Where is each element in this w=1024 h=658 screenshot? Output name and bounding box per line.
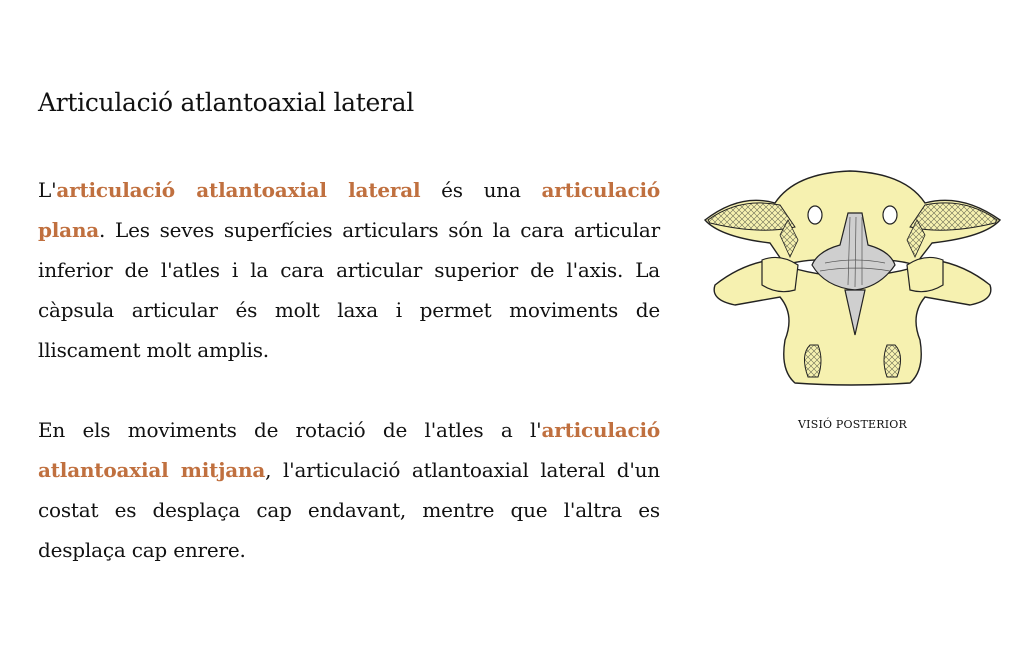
paragraph-intro bbox=[38, 170, 660, 370]
atlas-left-foramen bbox=[808, 206, 822, 224]
atlas-axis-illustration bbox=[700, 165, 1005, 390]
text-segment: és una bbox=[420, 178, 542, 202]
article-body bbox=[38, 170, 660, 610]
right-lateral-joint-capsule bbox=[907, 257, 943, 291]
text-segment: , l'articulació atlantoaxial lateral d'un costat es desplaça cap endavant, mentre que l'altra es desplaça cap enrere. bbox=[38, 458, 660, 562]
text-segment: En els moviments de rotació de l'atles a l' bbox=[38, 418, 542, 442]
link-articulacio-atlantoaxial-mitjana[interactable]: articulació atlantoaxial mitjana bbox=[38, 418, 660, 482]
atlas-right-foramen bbox=[883, 206, 897, 224]
figure-caption: VISIÓ POSTERIOR bbox=[798, 418, 907, 431]
text-segment: L' bbox=[38, 178, 57, 202]
paragraph-rotation bbox=[38, 410, 660, 570]
text-segment: . Les seves superfícies articulars són la cara articular inferior de l'atles i la cara articular superior de l'axis. La càpsula articular és molt laxa i permet moviments de lliscament molt amplis. bbox=[38, 218, 660, 362]
page-title: Articulació atlantoaxial lateral bbox=[38, 88, 414, 117]
link-articulacio-atlantoaxial-lateral[interactable]: articulació atlantoaxial lateral bbox=[56, 178, 421, 202]
axis-left-facet bbox=[804, 345, 821, 377]
left-lateral-joint-capsule bbox=[762, 257, 798, 291]
link-articulacio-plana[interactable]: articulació plana bbox=[38, 178, 660, 242]
axis-right-facet bbox=[884, 345, 901, 377]
